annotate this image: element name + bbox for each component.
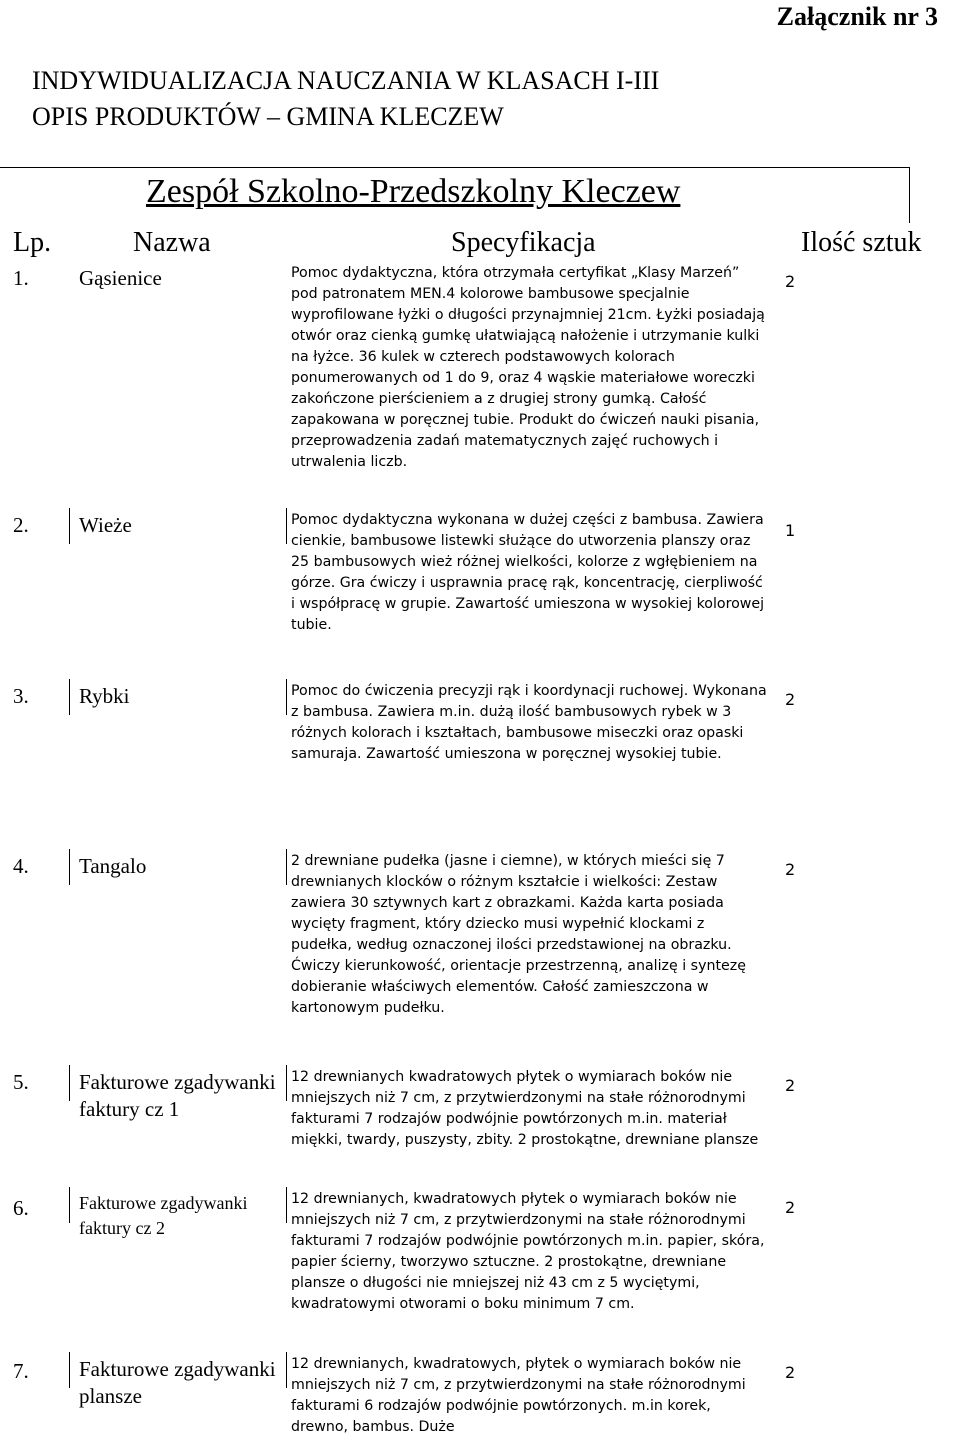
row-name: Tangalo — [79, 854, 147, 878]
row-spec: Pomoc dydaktyczna, która otrzymała certyfikat „Klasy Marzeń” pod patronatem MEN.4 kolorowe bambusowe specjalnie wyprofilowane łyżki o długości przynajmniej 21cm. Łyżki posiadają otwór oraz cienką gumkę ułatwiającą nałożenie i utrzymanie kulki na łyżce. 36 kulek w czterech podstawowych kolorach ponumerowanych od 1 do 9, oraz 4 wąskie materiałowe woreczki zakończone pierścieniem a z drugiej strony gumką. Całość zapakowana w poręcznej tubie. Produkt do ćwiczeń nauki pisania, przeprowadzenia zadań matematycznych zajęć ruchowych i utrwalenia liczb. — [291, 265, 765, 470]
row-spec: 12 drewnianych, kwadratowych, płytek o wymiarach boków nie mniejszych niż 7 cm, z przytwierdzonymi na stałe różnorodnymi fakturami 6 rodzajów podwójnie powtórzonych. m.in korek, drewno, bambus. Duże — [291, 1356, 746, 1435]
cell-border — [69, 679, 70, 715]
cell-border — [286, 1065, 287, 1101]
cell-border — [69, 849, 70, 885]
row-spec: 12 drewnianych, kwadratowych płytek o wymiarach boków nie mniejszych niż 7 cm, z przytwierdzonymi na stałe różnorodnymi fakturami 7 rodzajów podwójnie powtórzonych m.in. papier, skóra, papier ścierny, tworzywo sztuczne. 2 prostokątne, drewniane plansze o długości nie mniejszej niż 43 cm z 5 wyciętymi, kwadratowymi otworami o boku minimum 7 cm. — [291, 1191, 765, 1312]
row-qty: 2 — [785, 1198, 796, 1217]
row-name: Fakturowe zgadywanki plansze — [79, 1357, 276, 1408]
row-spec: Pomoc dydaktyczna wykonana w dużej części z bambusa. Zawiera cienkie, bambusowe listewki służące do utworzenia planszy oraz 25 bambusowych wież różnej wielkości, kolorze z wgłębieniem na górze. Gra ćwiczy i usprawnia pracę rąk, koncentrację, cierpliwość i współpracę w grupie. Zawartość umieszona w wysokiej kolorowej tubie. — [291, 512, 765, 633]
cell-border — [286, 1187, 287, 1223]
document-title-line-2: OPIS PRODUKTÓW – GMINA KLECZEW — [32, 102, 504, 131]
row-qty: 2 — [785, 272, 796, 291]
cell-border — [286, 679, 287, 715]
row-number: 4. — [13, 854, 29, 878]
row-spec: 12 drewnianych kwadratowych płytek o wymiarach boków nie mniejszych niż 7 cm, z przytwierdzonymi na stałe różnorodnymi fakturami 7 rodzajów podwójnie powtórzonych m.in. materiał miękki, twardy, puszysty, zbity. 2 prostokątne, drewniane plansze — [291, 1069, 759, 1148]
cell-border — [69, 1187, 70, 1223]
row-name: Fakturowe zgadywanki faktury cz 1 — [79, 1070, 276, 1121]
row-number: 6. — [13, 1196, 29, 1220]
row-qty: 2 — [785, 860, 796, 879]
cell-border — [286, 508, 287, 544]
row-qty: 2 — [785, 690, 796, 709]
school-name: Zespół Szkolno-Przedszkolny Kleczew — [146, 173, 681, 210]
cell-border — [69, 1065, 70, 1101]
row-number: 1. — [13, 266, 29, 290]
annex-label: Załącznik nr 3 — [776, 2, 938, 31]
row-number: 3. — [13, 684, 29, 708]
row-qty: 1 — [785, 521, 796, 540]
cell-border — [69, 508, 70, 544]
row-name: Wieże — [79, 513, 132, 537]
cell-border — [69, 1352, 70, 1388]
row-qty: 2 — [785, 1363, 796, 1382]
row-spec: Pomoc do ćwiczenia precyzji rąk i koordynacji ruchowej. Wykonana z bambusa. Zawiera m.in. dużą ilość bambusowych rybek w 3 różnych kolorach i kształtach, bambusowe miseczki oraz opaski samuraja. Zawartość umieszona w poręcznej wysokiej tubie. — [291, 683, 767, 762]
row-name: Gąsienice — [79, 266, 162, 290]
column-header-name: Nazwa — [133, 227, 211, 258]
column-header-spec: Specyfikacja — [451, 227, 596, 258]
cell-border — [286, 1352, 287, 1388]
row-number: 7. — [13, 1359, 29, 1383]
row-name: Rybki — [79, 684, 130, 708]
row-number: 5. — [13, 1070, 29, 1094]
cell-border — [286, 849, 287, 885]
column-header-qty: Ilość sztuk — [801, 227, 922, 258]
row-qty: 2 — [785, 1076, 796, 1095]
row-spec: 2 drewniane pudełka (jasne i ciemne), w których mieści się 7 drewnianych klocków o różnym kształcie i wielkości: Zestaw zawiera 30 sztywnych kart z obrazkami. Każda karta posiada wycięty fragment, który dziecko musi wypełnić klockami z pudełka, według oznaczonej ilości przedstawionej na obrazku. Ćwiczy kierunkowość, orientacje przestrzenną, analizę i syntezę dobieranie właściwych elementów. Całość zamieszczona w kartonowym pudełku. — [291, 853, 746, 1016]
document-title-line-1: INDYWIDUALIZACJA NAUCZANIA W KLASACH I-III — [32, 66, 660, 95]
row-name: Fakturowe zgadywanki faktury cz 2 — [79, 1193, 248, 1238]
row-number: 2. — [13, 513, 29, 537]
column-header-lp: Lp. — [13, 227, 52, 258]
